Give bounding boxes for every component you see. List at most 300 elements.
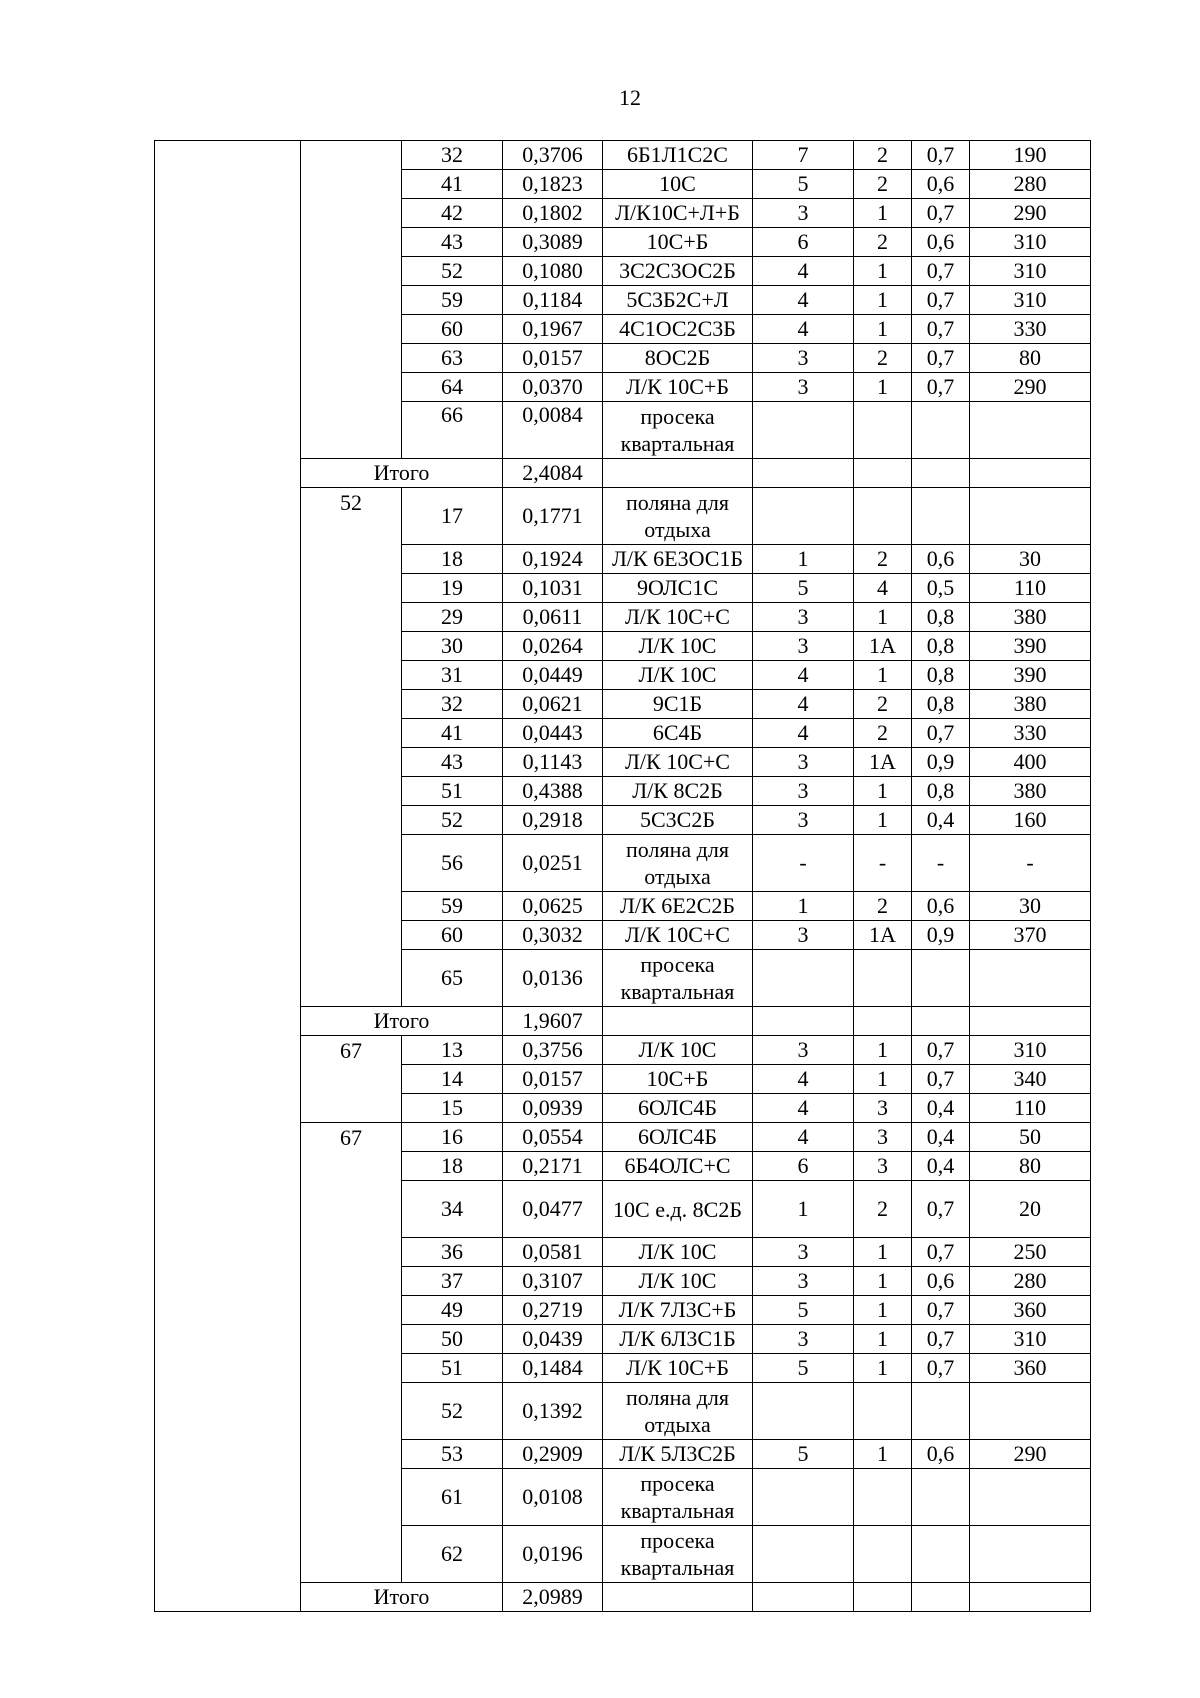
composition-cell: просека квартальная xyxy=(603,950,753,1007)
vydel-cell: 41 xyxy=(402,170,503,199)
empty-cell xyxy=(603,1007,753,1036)
vydel-cell: 18 xyxy=(402,1152,503,1181)
stock-cell: 280 xyxy=(970,1267,1091,1296)
density-cell xyxy=(912,402,970,459)
vydel-cell: 49 xyxy=(402,1296,503,1325)
vydel-cell: 66 xyxy=(402,402,503,459)
empty-cell xyxy=(854,1583,912,1612)
stock-cell: 310 xyxy=(970,228,1091,257)
area-cell: 0,1771 xyxy=(503,488,603,545)
composition-cell: просека квартальная xyxy=(603,1526,753,1583)
composition-cell: просека квартальная xyxy=(603,402,753,459)
age-class-cell: 3 xyxy=(753,777,854,806)
area-cell: 0,0443 xyxy=(503,719,603,748)
bonitet-cell: 1 xyxy=(854,1296,912,1325)
density-cell xyxy=(912,950,970,1007)
stock-cell: 250 xyxy=(970,1238,1091,1267)
age-class-cell xyxy=(753,488,854,545)
composition-cell: Л/К 10С+Б xyxy=(603,1354,753,1383)
page-number: 12 xyxy=(619,85,641,110)
quarter-cell: 67 xyxy=(301,1036,402,1123)
vydel-cell: 43 xyxy=(402,748,503,777)
bonitet-cell: 3 xyxy=(854,1094,912,1123)
vydel-cell: 19 xyxy=(402,574,503,603)
composition-cell: Л/К 5Л3С2Б xyxy=(603,1440,753,1469)
bonitet-cell: 1А xyxy=(854,632,912,661)
area-cell: 0,3756 xyxy=(503,1036,603,1065)
bonitet-cell: 1 xyxy=(854,257,912,286)
bonitet-cell: 1 xyxy=(854,286,912,315)
stock-cell xyxy=(970,950,1091,1007)
vydel-cell: 53 xyxy=(402,1440,503,1469)
density-cell: 0,7 xyxy=(912,1354,970,1383)
density-cell xyxy=(912,1469,970,1526)
bonitet-cell: 1 xyxy=(854,199,912,228)
composition-cell: 10С е.д. 8С2Б xyxy=(603,1181,753,1238)
vydel-cell: 60 xyxy=(402,315,503,344)
composition-cell: Л/К 10С xyxy=(603,1036,753,1065)
empty-cell xyxy=(854,1007,912,1036)
bonitet-cell: 3 xyxy=(854,1123,912,1152)
vydel-cell: 17 xyxy=(402,488,503,545)
area-cell: 0,0939 xyxy=(503,1094,603,1123)
stock-cell: 310 xyxy=(970,1325,1091,1354)
composition-cell: Л/К 6Е2С2Б xyxy=(603,892,753,921)
age-class-cell: 5 xyxy=(753,170,854,199)
density-cell: 0,7 xyxy=(912,199,970,228)
age-class-cell: 4 xyxy=(753,1123,854,1152)
area-cell: 0,3089 xyxy=(503,228,603,257)
area-cell: 0,3107 xyxy=(503,1267,603,1296)
bonitet-cell: - xyxy=(854,835,912,892)
age-class-cell: 7 xyxy=(753,141,854,170)
empty-cell xyxy=(912,459,970,488)
composition-cell: 9С1Б xyxy=(603,690,753,719)
empty-cell xyxy=(753,1583,854,1612)
bonitet-cell xyxy=(854,1469,912,1526)
density-cell: 0,4 xyxy=(912,806,970,835)
empty-cell xyxy=(912,1583,970,1612)
vydel-cell: 30 xyxy=(402,632,503,661)
vydel-cell: 61 xyxy=(402,1469,503,1526)
density-cell: 0,6 xyxy=(912,892,970,921)
composition-cell: просека квартальная xyxy=(603,1469,753,1526)
stock-cell xyxy=(970,1526,1091,1583)
stock-cell: 380 xyxy=(970,777,1091,806)
age-class-cell: 4 xyxy=(753,1065,854,1094)
density-cell: 0,7 xyxy=(912,315,970,344)
density-cell: - xyxy=(912,835,970,892)
age-class-cell: 3 xyxy=(753,199,854,228)
vydel-cell: 59 xyxy=(402,892,503,921)
composition-cell: 3С2С3ОС2Б xyxy=(603,257,753,286)
total-label: Итого xyxy=(301,459,503,488)
vydel-cell: 32 xyxy=(402,690,503,719)
bonitet-cell: 1 xyxy=(854,777,912,806)
total-area: 1,9607 xyxy=(503,1007,603,1036)
area-cell: 0,1392 xyxy=(503,1383,603,1440)
vydel-cell: 42 xyxy=(402,199,503,228)
age-class-cell: 4 xyxy=(753,661,854,690)
vydel-cell: 16 xyxy=(402,1123,503,1152)
age-class-cell xyxy=(753,402,854,459)
bonitet-cell: 2 xyxy=(854,344,912,373)
area-cell: 0,1802 xyxy=(503,199,603,228)
composition-cell: 5С3С2Б xyxy=(603,806,753,835)
bonitet-cell: 2 xyxy=(854,1181,912,1238)
area-cell: 0,1031 xyxy=(503,574,603,603)
age-class-cell: 3 xyxy=(753,1267,854,1296)
empty-cell xyxy=(753,1007,854,1036)
vydel-cell: 15 xyxy=(402,1094,503,1123)
density-cell: 0,6 xyxy=(912,545,970,574)
bonitet-cell xyxy=(854,1526,912,1583)
vydel-cell: 34 xyxy=(402,1181,503,1238)
bonitet-cell: 2 xyxy=(854,170,912,199)
bonitet-cell xyxy=(854,488,912,545)
age-class-cell: 3 xyxy=(753,1238,854,1267)
composition-cell: 6Б1Л1С2С xyxy=(603,141,753,170)
area-cell: 0,3706 xyxy=(503,141,603,170)
composition-cell: 5С3Б2С+Л xyxy=(603,286,753,315)
bonitet-cell: 2 xyxy=(854,228,912,257)
stock-cell: 310 xyxy=(970,1036,1091,1065)
bonitet-cell: 1 xyxy=(854,1354,912,1383)
age-class-cell: 3 xyxy=(753,603,854,632)
area-cell: 0,0439 xyxy=(503,1325,603,1354)
stock-cell: 50 xyxy=(970,1123,1091,1152)
bonitet-cell: 1А xyxy=(854,748,912,777)
stock-cell: 310 xyxy=(970,257,1091,286)
density-cell: 0,9 xyxy=(912,748,970,777)
area-cell: 0,0621 xyxy=(503,690,603,719)
stock-cell: 110 xyxy=(970,574,1091,603)
composition-cell: Л/К10С+Л+Б xyxy=(603,199,753,228)
vydel-cell: 51 xyxy=(402,1354,503,1383)
bonitet-cell: 1 xyxy=(854,1036,912,1065)
area-cell: 0,0136 xyxy=(503,950,603,1007)
stock-cell: 30 xyxy=(970,892,1091,921)
density-cell: 0,8 xyxy=(912,632,970,661)
composition-cell: 10С+Б xyxy=(603,1065,753,1094)
age-class-cell: 1 xyxy=(753,892,854,921)
empty-cell xyxy=(970,459,1091,488)
stock-cell: 190 xyxy=(970,141,1091,170)
stock-cell: 380 xyxy=(970,690,1091,719)
vydel-cell: 13 xyxy=(402,1036,503,1065)
vydel-cell: 29 xyxy=(402,603,503,632)
composition-cell: 4С1ОС2С3Б xyxy=(603,315,753,344)
bonitet-cell xyxy=(854,1383,912,1440)
stock-cell xyxy=(970,402,1091,459)
composition-cell: поляна для отдыха xyxy=(603,835,753,892)
composition-cell: Л/К 10С xyxy=(603,1238,753,1267)
composition-cell: Л/К 10С+С xyxy=(603,748,753,777)
area-cell: 0,1143 xyxy=(503,748,603,777)
composition-cell: поляна для отдыха xyxy=(603,1383,753,1440)
area-cell: 0,0370 xyxy=(503,373,603,402)
age-class-cell: 3 xyxy=(753,344,854,373)
composition-cell: Л/К 10С+С xyxy=(603,921,753,950)
age-class-cell: - xyxy=(753,835,854,892)
composition-cell: Л/К 8С2Б xyxy=(603,777,753,806)
density-cell: 0,6 xyxy=(912,170,970,199)
area-cell: 0,0157 xyxy=(503,1065,603,1094)
density-cell: 0,7 xyxy=(912,257,970,286)
age-class-cell: 5 xyxy=(753,1354,854,1383)
vydel-cell: 52 xyxy=(402,1383,503,1440)
area-cell: 0,0157 xyxy=(503,344,603,373)
density-cell: 0,7 xyxy=(912,1036,970,1065)
area-cell: 0,0477 xyxy=(503,1181,603,1238)
bonitet-cell: 2 xyxy=(854,141,912,170)
bonitet-cell: 1А xyxy=(854,921,912,950)
empty-cell xyxy=(753,459,854,488)
bonitet-cell: 2 xyxy=(854,719,912,748)
bonitet-cell: 1 xyxy=(854,661,912,690)
total-label: Итого xyxy=(301,1583,503,1612)
bonitet-cell xyxy=(854,402,912,459)
empty-cell xyxy=(970,1583,1091,1612)
density-cell: 0,7 xyxy=(912,1325,970,1354)
age-class-cell xyxy=(753,1526,854,1583)
quarter-cell xyxy=(301,141,402,459)
table-row xyxy=(155,141,1091,170)
vydel-cell: 18 xyxy=(402,545,503,574)
vydel-cell: 43 xyxy=(402,228,503,257)
composition-cell: 6С4Б xyxy=(603,719,753,748)
bonitet-cell: 1 xyxy=(854,315,912,344)
vydel-cell: 14 xyxy=(402,1065,503,1094)
bonitet-cell: 2 xyxy=(854,892,912,921)
total-area: 2,0989 xyxy=(503,1583,603,1612)
vydel-cell: 56 xyxy=(402,835,503,892)
density-cell: 0,8 xyxy=(912,603,970,632)
density-cell xyxy=(912,1526,970,1583)
age-class-cell: 5 xyxy=(753,1440,854,1469)
stock-cell: 280 xyxy=(970,170,1091,199)
empty-cell xyxy=(970,1007,1091,1036)
vydel-cell: 65 xyxy=(402,950,503,1007)
composition-cell: Л/К 7Л3С+Б xyxy=(603,1296,753,1325)
stock-cell: 390 xyxy=(970,632,1091,661)
density-cell: 0,6 xyxy=(912,1440,970,1469)
composition-cell: 8ОС2Б xyxy=(603,344,753,373)
vydel-cell: 52 xyxy=(402,806,503,835)
empty-cell xyxy=(854,459,912,488)
quarter-cell: 67 xyxy=(301,1123,402,1583)
area-cell: 0,0108 xyxy=(503,1469,603,1526)
area-cell: 0,1184 xyxy=(503,286,603,315)
area-cell: 0,1823 xyxy=(503,170,603,199)
bonitet-cell: 2 xyxy=(854,690,912,719)
stock-cell: 290 xyxy=(970,199,1091,228)
area-cell: 0,0554 xyxy=(503,1123,603,1152)
vydel-cell: 41 xyxy=(402,719,503,748)
area-cell: 0,4388 xyxy=(503,777,603,806)
stock-cell: 30 xyxy=(970,545,1091,574)
density-cell: 0,5 xyxy=(912,574,970,603)
composition-cell: 6ОЛС4Б xyxy=(603,1123,753,1152)
stock-cell: - xyxy=(970,835,1091,892)
area-cell: 0,1484 xyxy=(503,1354,603,1383)
area-cell: 0,0611 xyxy=(503,603,603,632)
area-cell: 0,0625 xyxy=(503,892,603,921)
vydel-cell: 37 xyxy=(402,1267,503,1296)
area-cell: 0,0196 xyxy=(503,1526,603,1583)
area-cell: 0,2171 xyxy=(503,1152,603,1181)
stock-cell xyxy=(970,488,1091,545)
area-cell: 0,1080 xyxy=(503,257,603,286)
empty-cell xyxy=(603,1583,753,1612)
stock-cell: 290 xyxy=(970,1440,1091,1469)
age-class-cell: 4 xyxy=(753,286,854,315)
stock-cell: 20 xyxy=(970,1181,1091,1238)
age-class-cell: 5 xyxy=(753,574,854,603)
stock-cell: 360 xyxy=(970,1296,1091,1325)
vydel-cell: 63 xyxy=(402,344,503,373)
density-cell: 0,4 xyxy=(912,1094,970,1123)
stock-cell: 340 xyxy=(970,1065,1091,1094)
area-cell: 0,0581 xyxy=(503,1238,603,1267)
bonitet-cell xyxy=(854,950,912,1007)
density-cell: 0,9 xyxy=(912,921,970,950)
composition-cell: 6ОЛС4Б xyxy=(603,1094,753,1123)
area-cell: 0,0251 xyxy=(503,835,603,892)
composition-cell: Л/К 10С+С xyxy=(603,603,753,632)
stock-cell: 110 xyxy=(970,1094,1091,1123)
stock-cell: 400 xyxy=(970,748,1091,777)
age-class-cell: 4 xyxy=(753,690,854,719)
stock-cell xyxy=(970,1383,1091,1440)
stock-cell: 360 xyxy=(970,1354,1091,1383)
vydel-cell: 52 xyxy=(402,257,503,286)
density-cell: 0,8 xyxy=(912,777,970,806)
vydel-cell: 62 xyxy=(402,1526,503,1583)
age-class-cell: 4 xyxy=(753,1094,854,1123)
age-class-cell: 3 xyxy=(753,1325,854,1354)
total-label: Итого xyxy=(301,1007,503,1036)
composition-cell: 10С xyxy=(603,170,753,199)
composition-cell: Л/К 6Л3С1Б xyxy=(603,1325,753,1354)
age-class-cell: 4 xyxy=(753,257,854,286)
age-class-cell: 3 xyxy=(753,748,854,777)
density-cell: 0,7 xyxy=(912,1238,970,1267)
bonitet-cell: 2 xyxy=(854,545,912,574)
stock-cell xyxy=(970,1469,1091,1526)
density-cell xyxy=(912,1383,970,1440)
density-cell: 0,7 xyxy=(912,719,970,748)
vydel-cell: 60 xyxy=(402,921,503,950)
age-class-cell: 4 xyxy=(753,315,854,344)
density-cell: 0,7 xyxy=(912,344,970,373)
area-cell: 0,2719 xyxy=(503,1296,603,1325)
bonitet-cell: 1 xyxy=(854,603,912,632)
bonitet-cell: 3 xyxy=(854,1152,912,1181)
stock-cell: 310 xyxy=(970,286,1091,315)
age-class-cell: 3 xyxy=(753,806,854,835)
area-cell: 0,1967 xyxy=(503,315,603,344)
density-cell: 0,7 xyxy=(912,286,970,315)
age-class-cell: 5 xyxy=(753,1296,854,1325)
stock-cell: 330 xyxy=(970,719,1091,748)
area-cell: 0,2918 xyxy=(503,806,603,835)
vydel-cell: 64 xyxy=(402,373,503,402)
vydel-cell: 51 xyxy=(402,777,503,806)
bonitet-cell: 1 xyxy=(854,1267,912,1296)
bonitet-cell: 1 xyxy=(854,1238,912,1267)
age-class-cell: 3 xyxy=(753,921,854,950)
vydel-cell: 59 xyxy=(402,286,503,315)
density-cell: 0,8 xyxy=(912,690,970,719)
composition-cell: 6Б4ОЛС+С xyxy=(603,1152,753,1181)
age-class-cell xyxy=(753,950,854,1007)
age-class-cell: 1 xyxy=(753,1181,854,1238)
age-class-cell: 3 xyxy=(753,373,854,402)
composition-cell: Л/К 10С xyxy=(603,1267,753,1296)
density-cell: 0,7 xyxy=(912,141,970,170)
age-class-cell xyxy=(753,1469,854,1526)
total-area: 2,4084 xyxy=(503,459,603,488)
area-cell: 0,0264 xyxy=(503,632,603,661)
bonitet-cell: 1 xyxy=(854,806,912,835)
bonitet-cell: 1 xyxy=(854,1440,912,1469)
density-cell: 0,7 xyxy=(912,1296,970,1325)
area-cell: 0,2909 xyxy=(503,1440,603,1469)
age-class-cell: 1 xyxy=(753,545,854,574)
composition-cell: 9ОЛС1С xyxy=(603,574,753,603)
area-cell: 0,0449 xyxy=(503,661,603,690)
stock-cell: 290 xyxy=(970,373,1091,402)
area-cell: 0,0084 xyxy=(503,402,603,459)
composition-cell: Л/К 10С xyxy=(603,632,753,661)
left-merged-cell xyxy=(155,141,301,1612)
age-class-cell: 6 xyxy=(753,1152,854,1181)
stock-cell: 390 xyxy=(970,661,1091,690)
density-cell: 0,8 xyxy=(912,661,970,690)
density-cell: 0,6 xyxy=(912,1267,970,1296)
empty-cell xyxy=(603,459,753,488)
density-cell: 0,4 xyxy=(912,1123,970,1152)
composition-cell: Л/К 6Е3ОС1Б xyxy=(603,545,753,574)
composition-cell: поляна для отдыха xyxy=(603,488,753,545)
stock-cell: 80 xyxy=(970,1152,1091,1181)
bonitet-cell: 1 xyxy=(854,1065,912,1094)
density-cell: 0,4 xyxy=(912,1152,970,1181)
vydel-cell: 36 xyxy=(402,1238,503,1267)
composition-cell: 10С+Б xyxy=(603,228,753,257)
age-class-cell: 3 xyxy=(753,1036,854,1065)
density-cell: 0,7 xyxy=(912,1181,970,1238)
stock-cell: 380 xyxy=(970,603,1091,632)
stock-cell: 80 xyxy=(970,344,1091,373)
density-cell: 0,6 xyxy=(912,228,970,257)
density-cell xyxy=(912,488,970,545)
empty-cell xyxy=(912,1007,970,1036)
bonitet-cell: 1 xyxy=(854,373,912,402)
density-cell: 0,7 xyxy=(912,373,970,402)
age-class-cell: 4 xyxy=(753,719,854,748)
vydel-cell: 50 xyxy=(402,1325,503,1354)
stock-cell: 330 xyxy=(970,315,1091,344)
age-class-cell: 6 xyxy=(753,228,854,257)
stock-cell: 370 xyxy=(970,921,1091,950)
composition-cell: Л/К 10С+Б xyxy=(603,373,753,402)
bonitet-cell: 4 xyxy=(854,574,912,603)
bonitet-cell: 1 xyxy=(854,1325,912,1354)
age-class-cell: 3 xyxy=(753,632,854,661)
stock-cell: 160 xyxy=(970,806,1091,835)
